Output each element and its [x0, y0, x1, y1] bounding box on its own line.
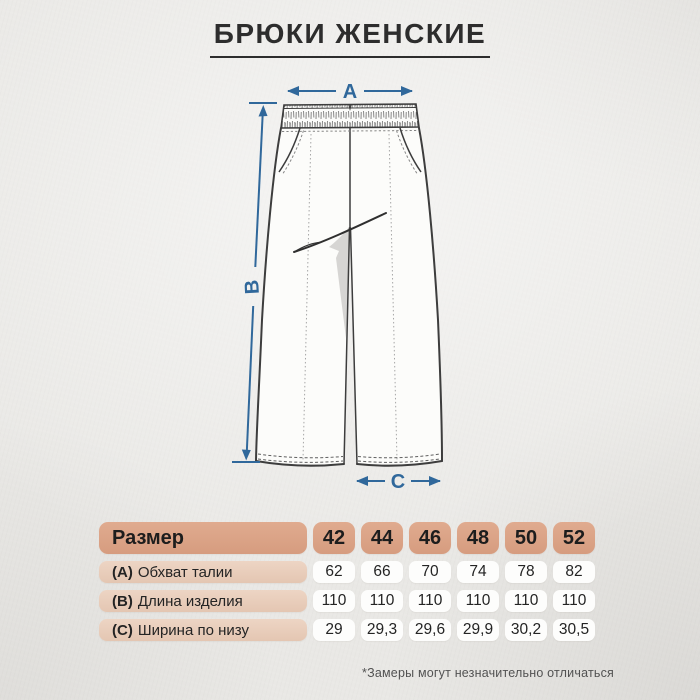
value-cell: 29,6: [409, 619, 451, 641]
measure-arrow-c: [356, 471, 441, 493]
value-cell: 30,2: [505, 619, 547, 641]
row-title: Обхват талии: [137, 563, 233, 581]
table-row-waist: [99, 561, 595, 583]
title-block: [0, 0, 700, 58]
row-label-hem-width: [99, 619, 307, 641]
size-cell-48: 48: [457, 522, 499, 554]
value-cell: 110: [457, 590, 499, 612]
value-cell: 110: [505, 590, 547, 612]
page-title: БРЮКИ ЖЕНСКИЕ: [210, 18, 490, 58]
row-label-length: [99, 590, 307, 612]
row-key: (A): [112, 563, 133, 581]
size-header-cell: Размер: [99, 522, 307, 554]
trousers-technical-drawing: [215, 75, 485, 505]
size-cell-50: 50: [505, 522, 547, 554]
value-cell: 30,5: [553, 619, 595, 641]
size-cell-52: 52: [553, 522, 595, 554]
value-cell: 74: [457, 561, 499, 583]
value-cell: 66: [361, 561, 403, 583]
size-table-header-row: [99, 522, 595, 554]
size-cell-44: 44: [361, 522, 403, 554]
measure-arrow-a: [287, 81, 413, 103]
footnote: *Замеры могут незначительно отличаться: [362, 666, 614, 680]
measure-label-c: C: [390, 471, 406, 493]
value-cell: 110: [313, 590, 355, 612]
value-cell: 78: [505, 561, 547, 583]
value-cell: 29,3: [361, 619, 403, 641]
size-cell-42: 42: [313, 522, 355, 554]
measure-label-a: A: [342, 81, 358, 103]
row-label-waist: [99, 561, 307, 583]
table-row-hem-width: [99, 619, 595, 641]
row-title: Длина изделия: [137, 592, 243, 610]
value-cell: 29,9: [457, 619, 499, 641]
row-key: (C): [112, 621, 133, 639]
size-table: [99, 522, 595, 641]
value-cell: 29: [313, 619, 355, 641]
pants-silhouette: [256, 104, 442, 466]
waistband: [281, 104, 419, 132]
row-key: (B): [112, 592, 133, 610]
table-row-length: [99, 590, 595, 612]
value-cell: 82: [553, 561, 595, 583]
measure-label-b: B: [241, 279, 264, 295]
size-cell-46: 46: [409, 522, 451, 554]
value-cell: 62: [313, 561, 355, 583]
value-cell: 110: [553, 590, 595, 612]
value-cell: 110: [409, 590, 451, 612]
row-title: Ширина по низу: [137, 621, 249, 639]
value-cell: 70: [409, 561, 451, 583]
value-cell: 110: [361, 590, 403, 612]
